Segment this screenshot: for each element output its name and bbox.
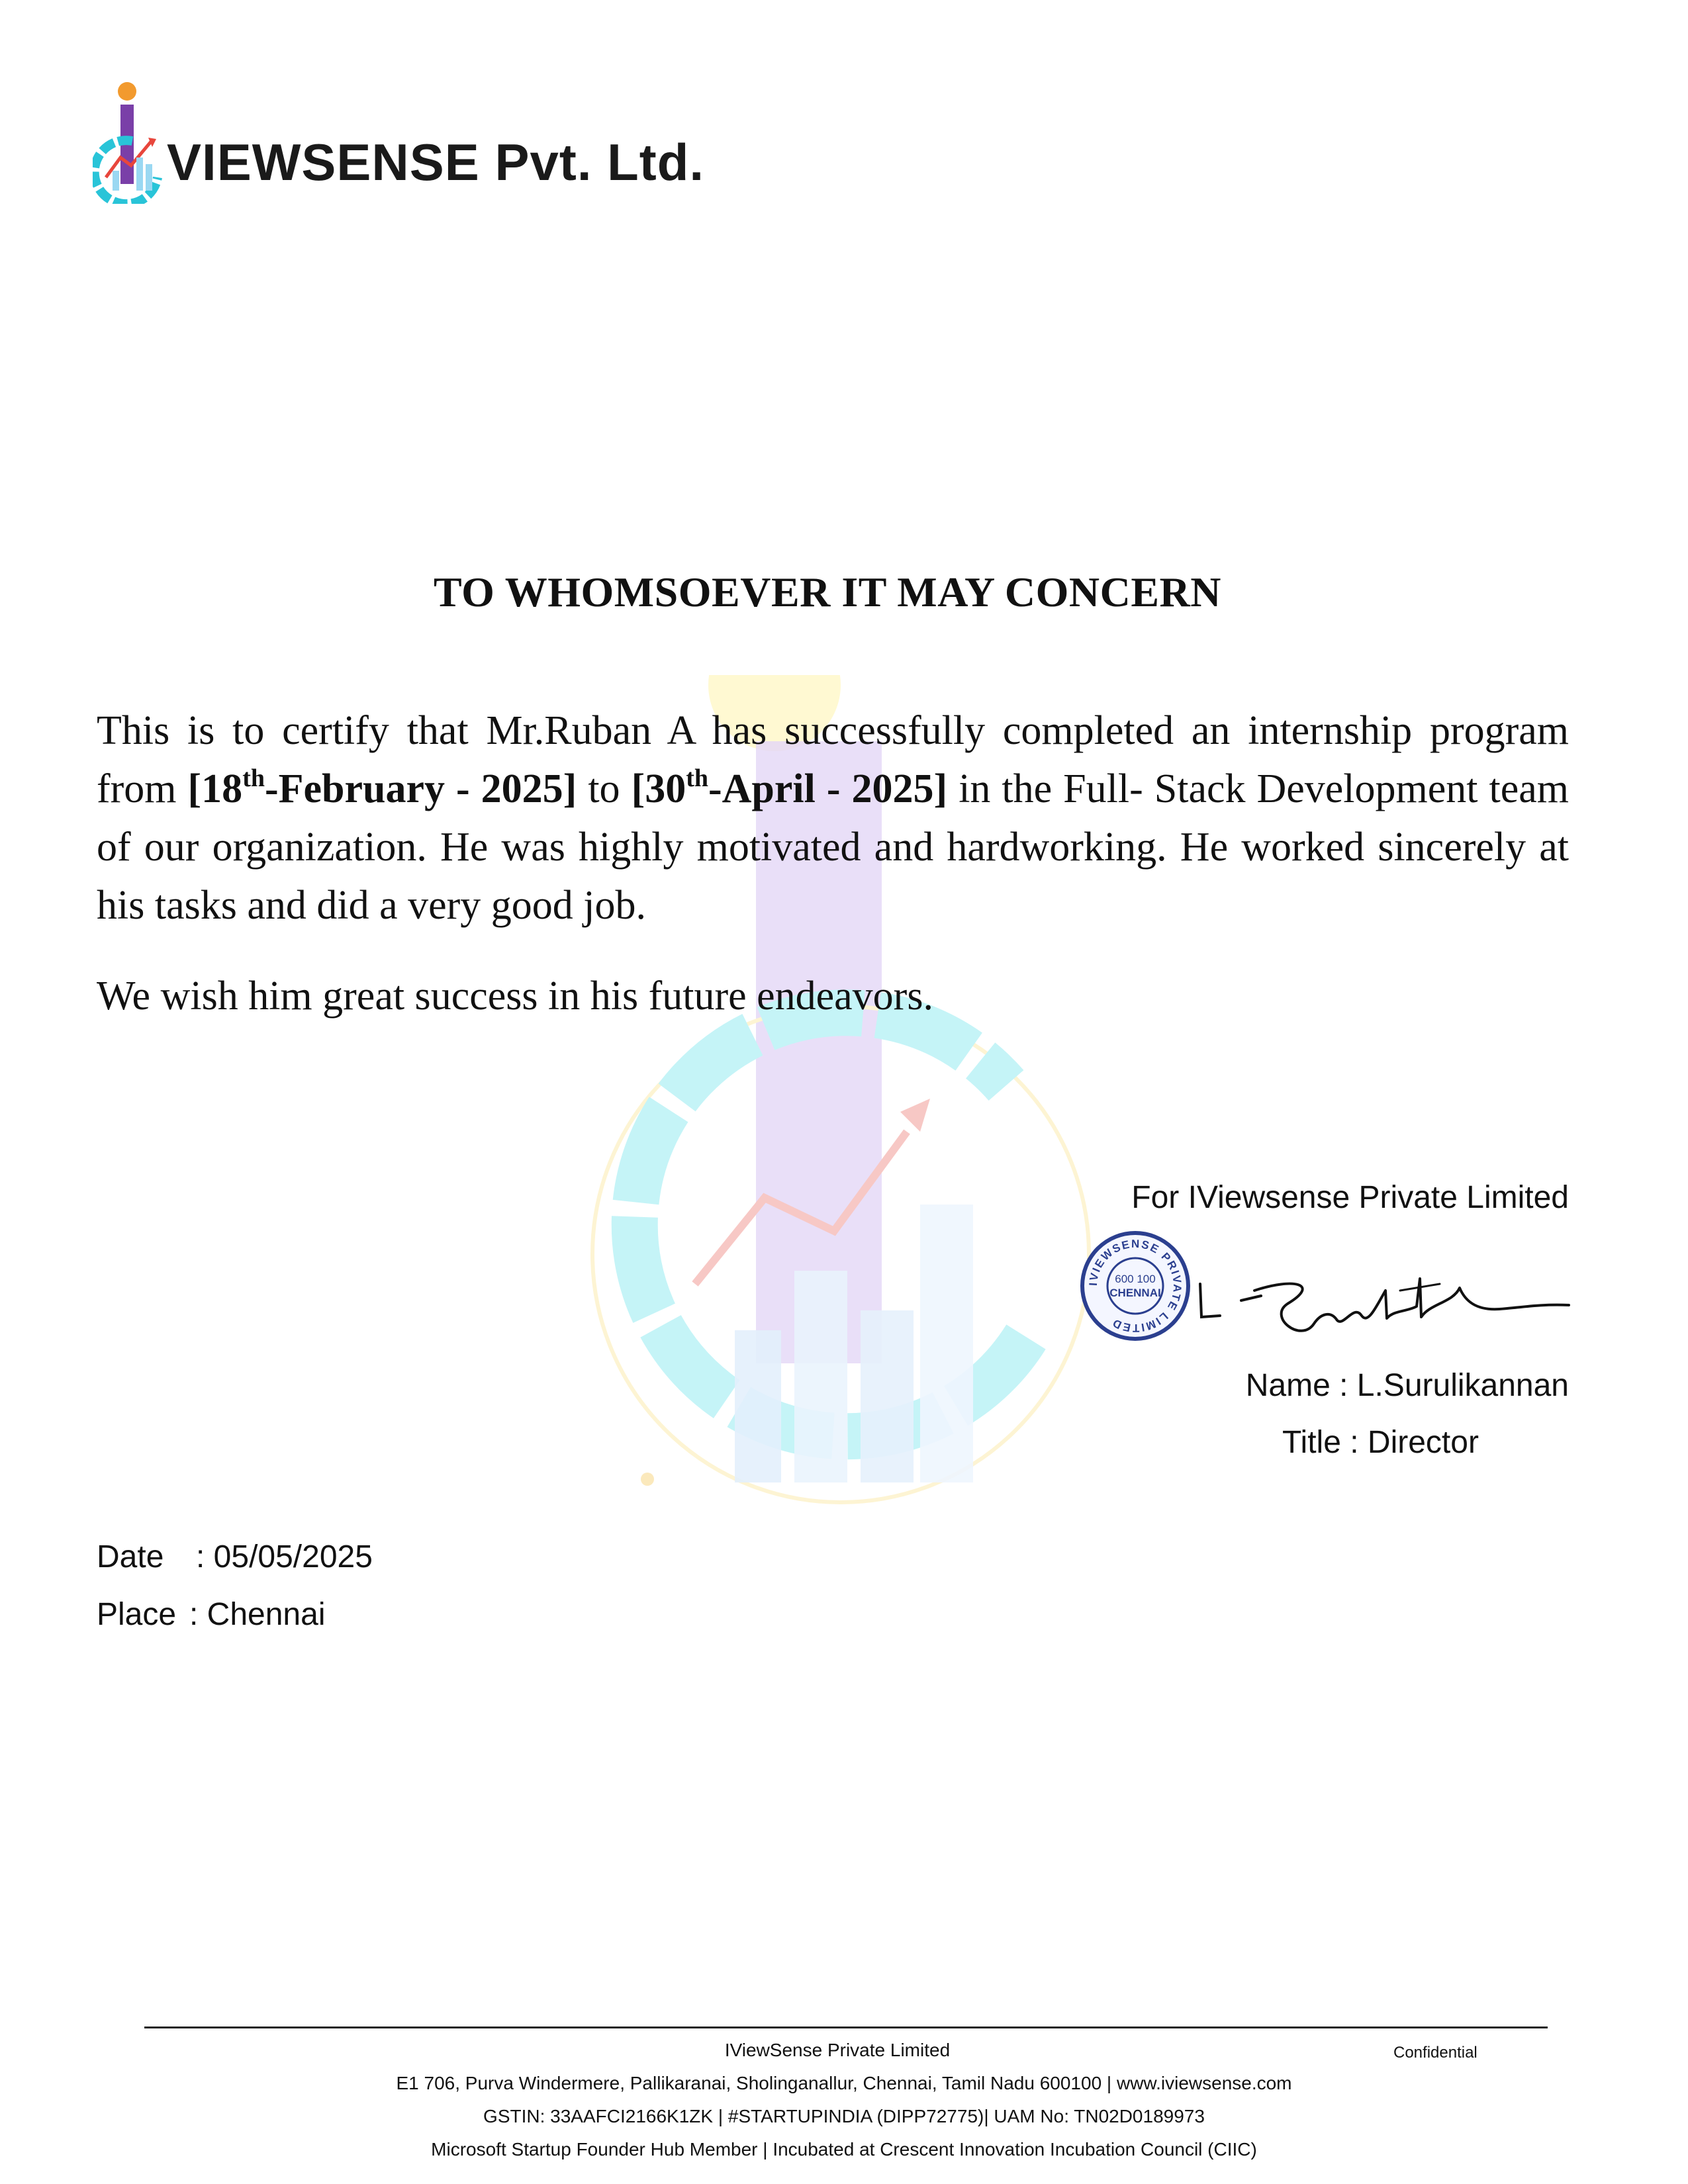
stamp-city-text: CHENNAI — [1109, 1287, 1161, 1299]
start-date-month-year: -February - 2025] — [264, 766, 577, 811]
date-line — [97, 1539, 373, 1575]
footer-membership: Microsoft Startup Founder Hub Member | Incubated at Crescent Innovation Incubation Council (CIIC) — [431, 2139, 1257, 2160]
stamp-pin-text: 600 100 — [1115, 1273, 1156, 1285]
for-company-line: For IViewsense Private Limited — [1131, 1180, 1569, 1215]
confidential-label: Confidential — [1393, 2044, 1477, 2062]
stamp-ring-text: IVIEWSENSE PRIVATE LIMITED — [1086, 1237, 1184, 1335]
body-text-rest: in the Full- Stack Development team of our organization. He was highly motivated and hardworking. He worked sincerely at his tasks and did a very good job. — [97, 766, 1569, 928]
end-date-day: [30 — [631, 766, 686, 811]
place-label: Place — [97, 1597, 177, 1632]
handwritten-signature-icon — [1188, 1264, 1572, 1350]
viewsense-logo-icon — [93, 78, 172, 204]
wishes-paragraph: We wish him great success in his future endeavors. — [97, 974, 933, 1019]
footer-divider — [144, 2026, 1548, 2028]
certificate-paragraph — [97, 702, 1569, 934]
place-line — [97, 1596, 325, 1633]
start-date-suffix: th — [242, 764, 265, 792]
footer-address: E1 706, Purva Windermere, Pallikaranai, Sholinganallur, Chennai, Tamil Nadu 600100 | www.iviewsense.com — [396, 2073, 1292, 2093]
signatory-name: Name : L.Surulikannan — [1245, 1368, 1569, 1403]
company-name: VIEWSENSE Pvt. Ltd. — [167, 133, 705, 191]
body-text-to: to — [577, 766, 632, 811]
footer-registration-ids: GSTIN: 33AAFCI2166K1ZK | #STARTUPINDIA (DIPP72775)| UAM No: TN02D0189973 — [483, 2106, 1205, 2126]
start-date-day: [18 — [187, 766, 243, 811]
letter-heading: TO WHOMSOEVER IT MAY CONCERN — [434, 569, 1221, 615]
date-label: Date — [97, 1539, 164, 1574]
company-logo — [93, 78, 705, 204]
company-seal-stamp-icon — [1079, 1230, 1192, 1342]
start-date — [188, 766, 577, 811]
end-date-month-year: -April - 2025] — [708, 766, 948, 811]
end-date — [632, 766, 948, 811]
place-value: : Chennai — [189, 1597, 326, 1632]
date-value: : 05/05/2025 — [196, 1539, 373, 1574]
signatory-title: Title : Director — [1282, 1425, 1479, 1460]
body-text-intro: This is to certify that Mr.Ruban A has successfully completed an internship program from — [97, 708, 1569, 811]
end-date-suffix: th — [686, 764, 709, 792]
footer-company-name: IViewSense Private Limited — [724, 2040, 951, 2060]
